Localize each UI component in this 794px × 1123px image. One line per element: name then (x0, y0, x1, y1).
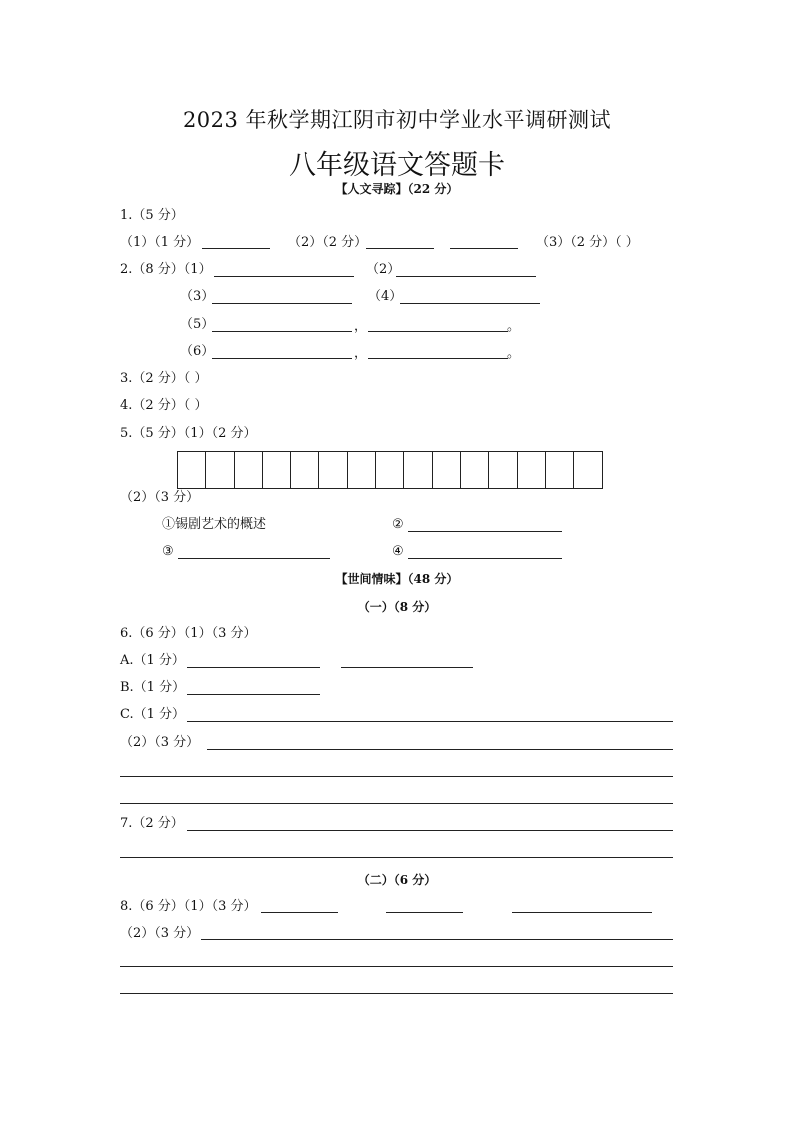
grid-cell[interactable] (489, 452, 517, 488)
grid-cell[interactable] (263, 452, 291, 488)
q6-c-answer-line[interactable] (187, 721, 673, 722)
q2-sub6-period: 。 (507, 346, 521, 361)
q7-label: 7.（2 分） (120, 816, 184, 831)
section-title-shijian: 【世间情味】（48 分） (335, 572, 459, 586)
q2-answer-line-5b[interactable] (368, 331, 508, 332)
q6-label: 6.（6 分）（1）（3 分） (120, 626, 257, 641)
q7-answer-line-2[interactable] (120, 857, 673, 858)
q2-answer-line-1[interactable] (214, 276, 354, 277)
section2-part1-title: （一）（8 分） (357, 600, 437, 614)
q2-answer-line-5a[interactable] (212, 331, 352, 332)
q5-item1: ①锡剧艺术的概述 (162, 517, 267, 532)
q2-sub2-label: （2） (366, 262, 401, 277)
q2-sub5-label: （5） (180, 317, 215, 332)
q8-label: 8.（6 分）（1）（3 分） (120, 899, 257, 914)
q5-part2-label: （2）（3 分） (120, 490, 200, 505)
grid-cell[interactable] (546, 452, 574, 488)
q5-item3-answer-line[interactable] (178, 558, 330, 559)
exam-title: 2023 年秋学期江阴市初中学业水平调研测试 (182, 108, 612, 132)
grid-cell[interactable] (206, 452, 234, 488)
grid-cell[interactable] (235, 452, 263, 488)
q6-a-answer-line-1[interactable] (187, 667, 320, 668)
q1-part2-label: （2）（2 分） (288, 235, 368, 250)
q1-label: 1.（5 分） (120, 208, 184, 223)
q2-sub5-comma: ， (354, 319, 368, 334)
q1-part1-label: （1）（1 分） (120, 235, 200, 250)
q6-b-label: B.（1 分） (120, 680, 186, 695)
q2-sub4-label: （4） (368, 289, 403, 304)
q1-part3-label: （3）（2 分）（ ） (536, 235, 639, 250)
q5-label: 5.（5 分）（1）（2 分） (120, 426, 257, 441)
q5-item4-answer-line[interactable] (408, 558, 562, 559)
q4-label: 4.（2 分）（ ） (120, 398, 208, 413)
q3-label: 3.（2 分）（ ） (120, 371, 208, 386)
q2-answer-line-6a[interactable] (212, 358, 352, 359)
q5-writing-grid[interactable] (177, 451, 603, 489)
grid-cell[interactable] (461, 452, 489, 488)
q6-part2-answer-line-1[interactable] (207, 749, 673, 750)
q1-part2-answer-line-a[interactable] (366, 248, 434, 249)
q8-part2-answer-line-3[interactable] (120, 993, 673, 994)
grid-cell[interactable] (348, 452, 376, 488)
q2-answer-line-4[interactable] (400, 303, 540, 304)
q2-answer-line-6b[interactable] (368, 358, 508, 359)
q8-answer-line-1[interactable] (261, 912, 338, 913)
grid-cell[interactable] (518, 452, 546, 488)
q8-part2-answer-line-1[interactable] (201, 939, 673, 940)
q2-sub3-label: （3） (180, 289, 215, 304)
q6-part2-answer-line-2[interactable] (120, 776, 673, 777)
answer-sheet-title: 八年级语文答题卡 (289, 150, 505, 181)
q7-answer-line-1[interactable] (187, 830, 673, 831)
q2-label: 2.（8 分）（1） (120, 262, 212, 277)
grid-cell[interactable] (433, 452, 461, 488)
q1-part1-answer-line[interactable] (202, 248, 270, 249)
q5-item2-answer-line[interactable] (408, 531, 562, 532)
grid-cell[interactable] (376, 452, 404, 488)
q6-b-answer-line[interactable] (187, 694, 320, 695)
q2-sub6-label: （6） (180, 344, 215, 359)
grid-cell[interactable] (319, 452, 347, 488)
q6-a-label: A.（1 分） (120, 653, 185, 668)
section2-part2-title: （二）（6 分） (357, 873, 437, 887)
q8-answer-line-3[interactable] (512, 912, 652, 913)
grid-cell[interactable] (291, 452, 319, 488)
q6-a-answer-line-2[interactable] (341, 667, 473, 668)
grid-cell[interactable] (404, 452, 432, 488)
q8-part2-answer-line-2[interactable] (120, 966, 673, 967)
q8-answer-line-2[interactable] (386, 912, 463, 913)
q5-item2-label: ② (392, 517, 404, 532)
q5-item4-label: ④ (392, 544, 404, 559)
q6-part2-answer-line-3[interactable] (120, 803, 673, 804)
q8-part2-label: （2）（3 分） (120, 926, 200, 941)
q1-part2-answer-line-b[interactable] (450, 248, 518, 249)
q5-item3-label: ③ (162, 544, 174, 559)
grid-cell[interactable] (574, 452, 602, 488)
q2-sub6-comma: ， (354, 346, 368, 361)
q2-answer-line-2[interactable] (396, 276, 536, 277)
q2-answer-line-3[interactable] (212, 303, 352, 304)
q6-c-label: C.（1 分） (120, 707, 186, 722)
q6-part2-label: （2）（3 分） (120, 735, 200, 750)
grid-cell[interactable] (178, 452, 206, 488)
section-title-renwen: 【人文寻踪】（22 分） (335, 182, 459, 196)
q2-sub5-period: 。 (507, 319, 521, 334)
